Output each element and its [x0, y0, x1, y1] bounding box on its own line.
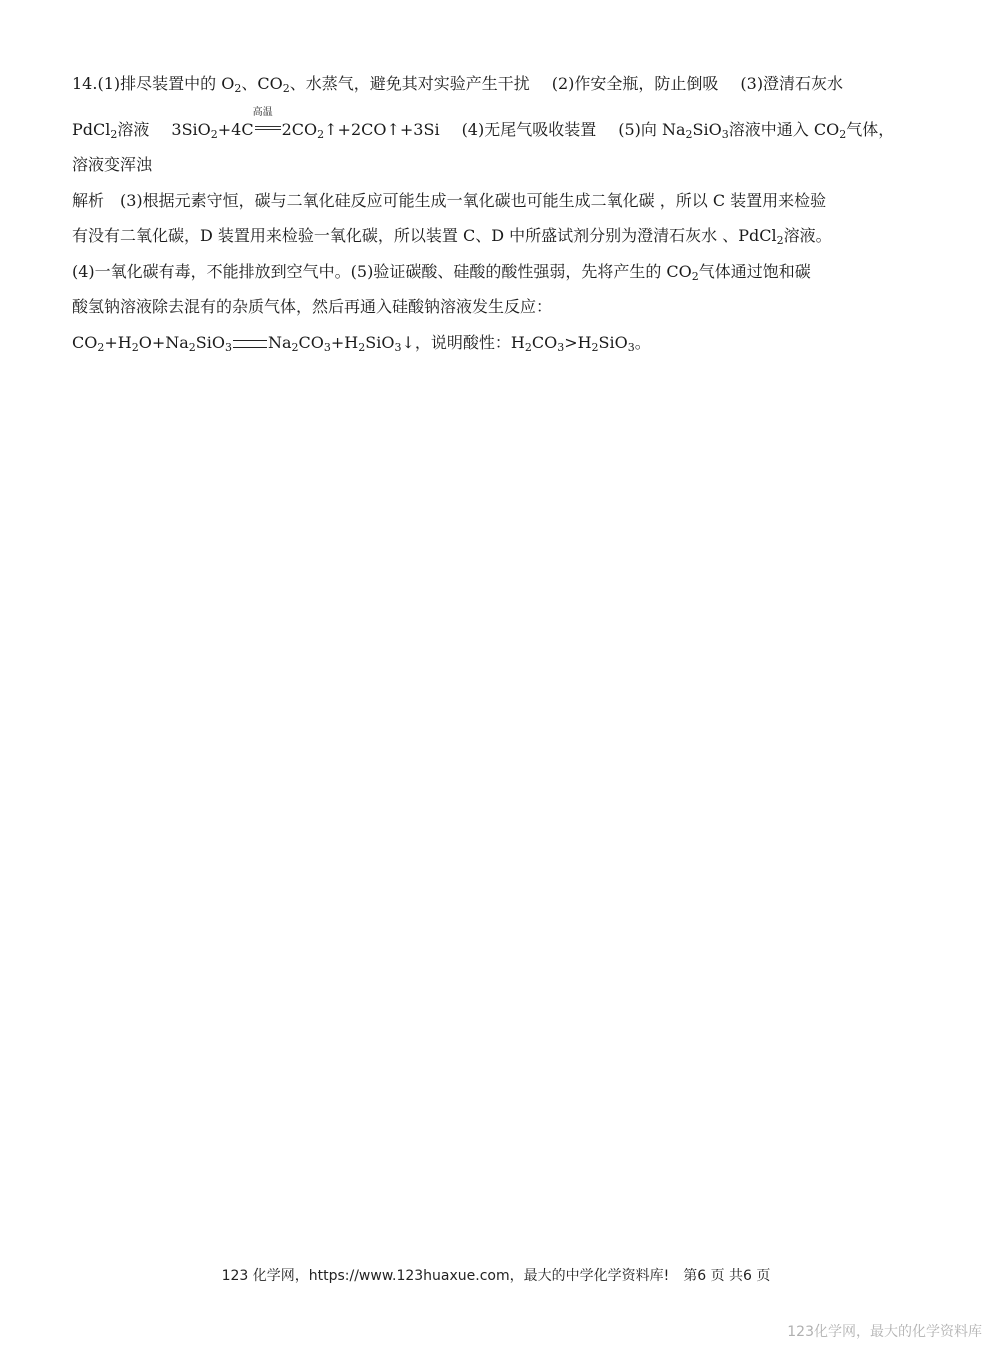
analysis-line-5 [72, 332, 651, 354]
answer-text: PdCl [72, 120, 111, 139]
subscript: 2 [358, 341, 366, 354]
analysis-text: 有没有二氧化碳，D 装置用来检验一氧化碳，所以装置 C、D 中所盛试剂分别为澄清石灰水 、PdCl [72, 226, 777, 245]
equation-text: >H [564, 333, 592, 352]
subscript: 2 [234, 82, 242, 95]
analysis-line-2 [72, 225, 832, 247]
equation-text: ↑+2CO↑+3Si [324, 120, 440, 139]
analysis-line-4 [72, 296, 552, 318]
answer-part-5: (5)向 Na [618, 120, 686, 139]
answer-text: 溶液 [117, 120, 150, 139]
reaction-condition-label: 高温 [252, 107, 273, 118]
subscript: 2 [291, 341, 299, 354]
answer-line-2 [72, 107, 895, 141]
subscript: 3 [224, 341, 232, 354]
analysis-text: (4)一氧化碳有毒，不能排放到空气中。(5)验证碳酸、硅酸的酸性强弱，先将产生的 CO [72, 262, 692, 281]
subscript: 2 [317, 128, 325, 141]
analysis-text: ↓，说明酸性：H [401, 333, 525, 352]
subscript: 3 [394, 341, 402, 354]
subscript: 3 [323, 341, 331, 354]
equation-text: CO [298, 333, 324, 352]
subscript: 3 [721, 128, 729, 141]
answer-text: SiO [692, 120, 722, 139]
equation-text: Na [267, 333, 292, 352]
analysis-text: 气体通过饱和碳 [698, 262, 811, 281]
analysis-line-1 [72, 190, 826, 212]
subscript: 2 [691, 270, 699, 283]
answer-part-4: (4)无尾气吸收装置 [461, 120, 597, 139]
answer-text: 气体， [846, 120, 895, 139]
reaction-condition-sign [252, 107, 281, 135]
equation-text: 3SiO [171, 120, 211, 139]
equation-text: 2CO [281, 120, 318, 139]
subscript: 2 [839, 128, 847, 141]
answer-line-3 [72, 154, 152, 176]
analysis-line-3 [72, 261, 811, 283]
page-footer: 123 化学网，https://www.123huaxue.com，最大的中学化学资料库! 第6 页 共6 页 [221, 1268, 771, 1284]
equation-text: SiO [365, 333, 395, 352]
subscript: 2 [282, 82, 290, 95]
answer-part-2: (2)作安全瓶，防止倒吸 [551, 74, 719, 93]
answer-text: 、水蒸气，避免其对实验产生干扰 [289, 74, 530, 93]
subscript: 2 [685, 128, 693, 141]
subscript: 2 [131, 341, 139, 354]
equation-text: O+Na [138, 333, 189, 352]
subscript: 2 [97, 341, 105, 354]
equals-sign [233, 340, 267, 348]
answer-line-1 [72, 73, 843, 95]
answer-text: 溶液中通入 CO [728, 120, 840, 139]
answer-part-3: (3)澄清石灰水 [740, 74, 844, 93]
answer-text: 14.(1)排尽装置中的 O [72, 74, 235, 93]
equation-text: SiO [598, 333, 628, 352]
subscript: 2 [210, 128, 218, 141]
subscript: 3 [627, 341, 635, 354]
equation-text: +H [330, 333, 359, 352]
subscript: 2 [110, 128, 118, 141]
analysis-text: 溶液。 [783, 226, 832, 245]
subscript: 2 [524, 341, 532, 354]
subscript: 2 [591, 341, 599, 354]
answer-text: 溶液变浑浊 [72, 155, 153, 174]
analysis-text: 。 [634, 333, 651, 352]
equation-text: +H [104, 333, 132, 352]
analysis-text: 酸氢钠溶液除去混有的杂质气体，然后再通入硅酸钠溶液发生反应： [72, 297, 553, 316]
equation-text: +4C [217, 120, 254, 139]
answer-text: 、CO [241, 74, 283, 93]
site-watermark: 123化学网，最大的化学资料库 [787, 1324, 982, 1340]
subscript: 2 [776, 234, 784, 247]
subscript: 2 [188, 341, 196, 354]
equation-text: CO [72, 333, 98, 352]
analysis-text: 解析 (3)根据元素守恒，碳与二氧化硅反应可能生成一氧化碳也可能生成二氧化碳 ，所以 C 装置用来检验 [72, 191, 827, 210]
equation-text: SiO [195, 333, 225, 352]
subscript: 3 [557, 341, 565, 354]
equation-text: CO [531, 333, 558, 352]
